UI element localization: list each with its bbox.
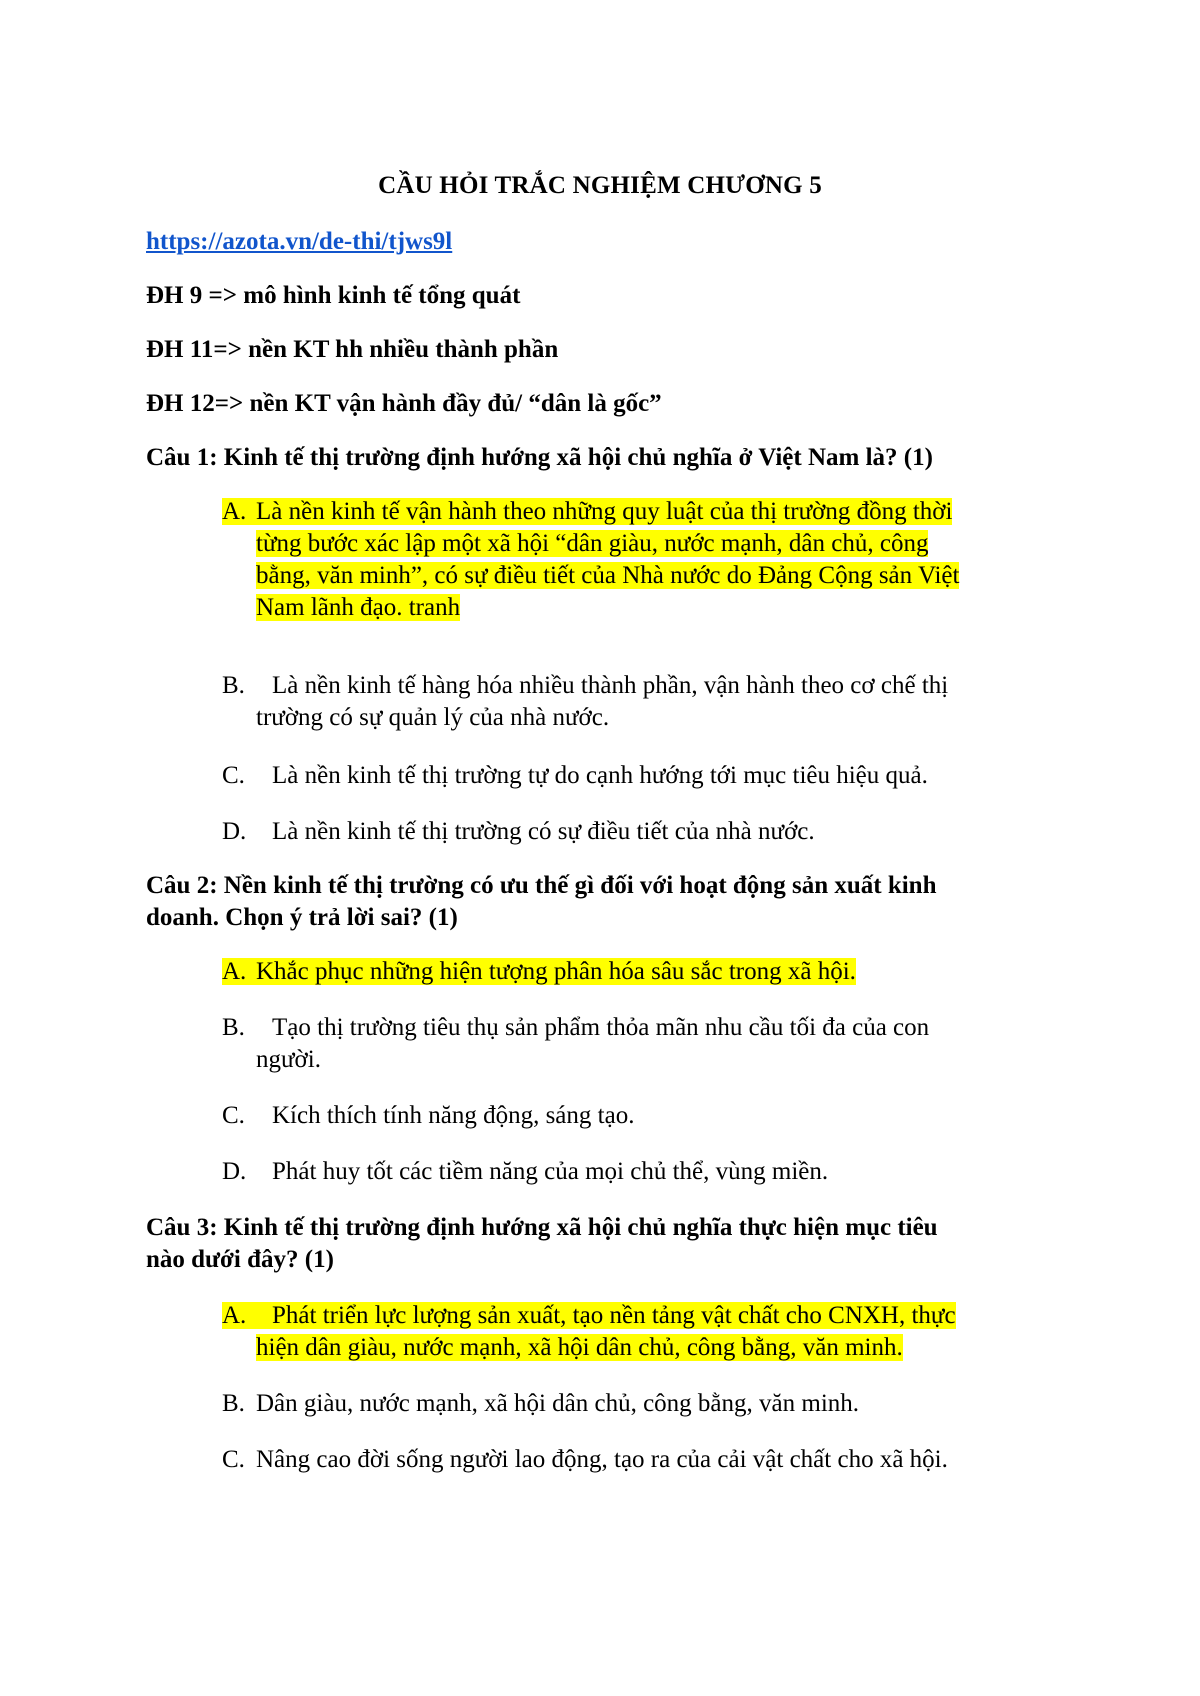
question-2	[146, 870, 1066, 934]
q1-option-a-line-1: Là nền kinh tế vận hành theo những quy luật của thị trường đồng thời	[256, 498, 953, 525]
q1-option-d-text: Là nền kinh tế thị trường có sự điều tiết của nhà nước.	[272, 818, 815, 845]
question-3-line-1: Câu 3: Kinh tế thị trường định hướng xã hội chủ nghĩa thực hiện mục tiêu	[146, 1214, 938, 1241]
q1-option-b	[222, 670, 1072, 734]
page-title: CẦU HỎI TRẮC NGHIỆM CHƯƠNG 5	[378, 172, 822, 199]
question-2-line-2: doanh. Chọn ý trả lời sai? (1)	[146, 904, 458, 931]
q3-option-a-line-1: Phát triển lực lượng sản xuất, tạo nền tảng vật chất cho CNXH, thực	[272, 1302, 956, 1329]
q1-option-a-line-4: Nam lãnh đạo. tranh	[256, 594, 461, 621]
q1-option-c-letter: C.	[222, 762, 245, 789]
q2-option-d	[222, 1156, 1072, 1188]
q1-option-c	[222, 760, 1072, 792]
q2-option-a-text: Khắc phục những hiện tượng phân hóa sâu sắc trong xã hội.	[256, 958, 856, 985]
q3-option-a-letter: A.	[222, 1302, 247, 1329]
question-2-line-1: Câu 2: Nền kinh tế thị trường có ưu thế gì đối với hoạt động sản xuất kinh	[146, 872, 937, 899]
q2-option-c	[222, 1100, 1072, 1132]
q2-option-d-text: Phát huy tốt các tiềm năng của mọi chủ thể, vùng miền.	[272, 1158, 829, 1185]
q3-option-b	[222, 1388, 1072, 1420]
q2-option-c-text: Kích thích tính năng động, sáng tạo.	[272, 1102, 635, 1129]
source-link[interactable]: https://azota.vn/de-thi/tjws9l	[146, 228, 453, 255]
q1-option-b-line-2: trường có sự quản lý của nhà nước.	[256, 704, 610, 731]
note-dh12: ĐH 12=> nền KT vận hành đầy đủ/ “dân là gốc”	[146, 390, 662, 417]
note-dh9: ĐH 9 => mô hình kinh tế tổng quát	[146, 282, 521, 309]
q1-option-c-text: Là nền kinh tế thị trường tự do cạnh hướng tới mục tiêu hiệu quả.	[272, 762, 928, 789]
q3-option-b-text: Dân giàu, nước mạnh, xã hội dân chủ, công bằng, văn minh.	[256, 1390, 860, 1417]
q1-option-a	[222, 496, 1072, 624]
question-3-line-2: nào dưới đây? (1)	[146, 1246, 334, 1273]
q3-option-a-line-2: hiện dân giàu, nước mạnh, xã hội dân chủ, công bằng, văn minh.	[256, 1334, 903, 1361]
question-1: Câu 1: Kinh tế thị trường định hướng xã hội chủ nghĩa ở Việt Nam là? (1)	[146, 444, 933, 471]
q2-option-b-line-1: Tạo thị trường tiêu thụ sản phẩm thỏa mãn nhu cầu tối đa của con	[272, 1014, 930, 1041]
question-3	[146, 1212, 1066, 1276]
q2-option-b	[222, 1012, 1072, 1076]
source-link-line	[146, 226, 452, 258]
q1-option-a-letter: A.	[222, 498, 247, 525]
q1-option-b-line-1: Là nền kinh tế hàng hóa nhiều thành phần, vận hành theo cơ chế thị	[272, 672, 949, 699]
q2-option-b-line-2: người.	[256, 1046, 321, 1073]
q2-option-a	[222, 956, 1072, 988]
q1-option-d-letter: D.	[222, 818, 247, 845]
q2-option-a-letter: A.	[222, 958, 247, 985]
q3-option-c	[222, 1444, 1072, 1476]
q3-option-b-letter: B.	[222, 1390, 245, 1417]
q2-option-c-letter: C.	[222, 1102, 245, 1129]
q1-option-a-line-3: bằng, văn minh”, có sự điều tiết của Nhà nước do Đảng Cộng sản Việt	[256, 562, 960, 589]
q2-option-b-letter: B.	[222, 1014, 245, 1041]
q2-option-d-letter: D.	[222, 1158, 247, 1185]
q3-option-c-letter: C.	[222, 1446, 245, 1473]
q3-option-c-text: Nâng cao đời sống người lao động, tạo ra của cải vật chất cho xã hội.	[256, 1446, 948, 1473]
q3-option-a	[222, 1300, 1072, 1364]
q1-option-b-letter: B.	[222, 672, 245, 699]
note-dh11: ĐH 11=> nền KT hh nhiều thành phần	[146, 336, 559, 363]
q1-option-d	[222, 816, 1072, 848]
q1-option-a-line-2: từng bước xác lập một xã hội “dân giàu, nước mạnh, dân chủ, công	[256, 530, 929, 557]
